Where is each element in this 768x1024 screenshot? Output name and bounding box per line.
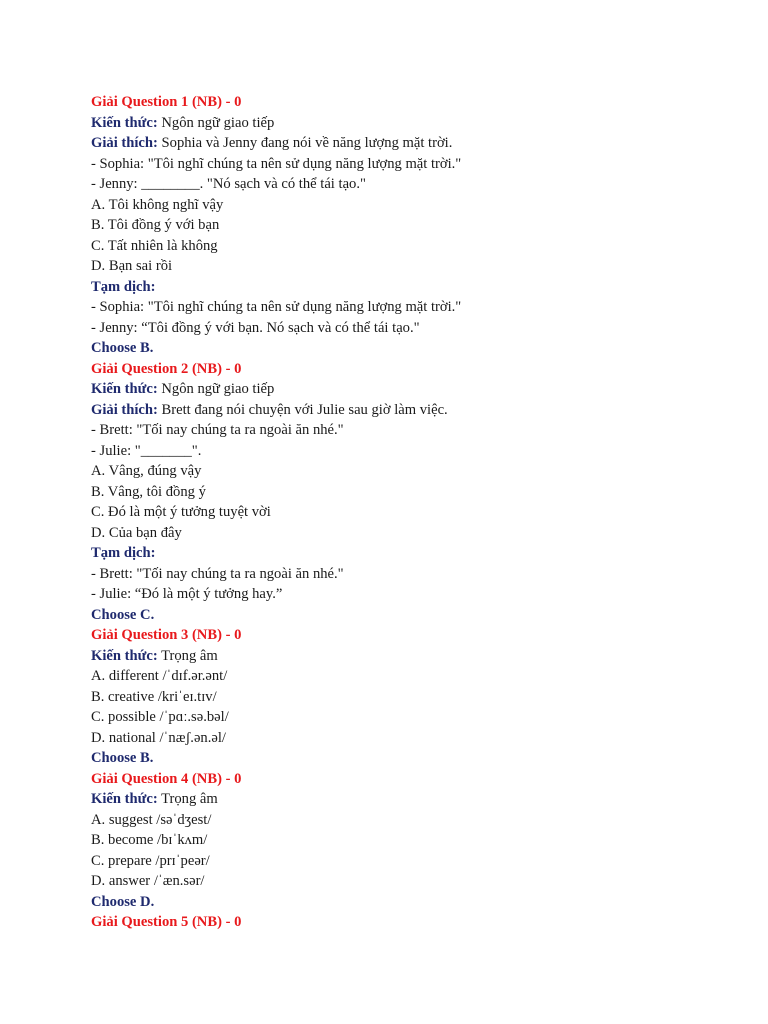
line-text: A. Tôi không nghĩ vậy (91, 196, 224, 213)
line-text: Trọng âm (157, 647, 218, 664)
document-line (91, 236, 731, 257)
line-label: Tạm dịch: (91, 545, 156, 561)
line-text: C. Đó là một ý tưởng tuyệt vời (91, 504, 271, 520)
document-line (91, 912, 731, 933)
document-line (91, 400, 731, 421)
document-line (91, 379, 731, 400)
line-text: D. Bạn sai rồi (91, 258, 173, 274)
document-line (91, 461, 731, 482)
line-text: Trọng âm (157, 791, 218, 807)
document-line (91, 133, 731, 154)
line-text: B. creative /kriˈeɪ.tɪv/ (91, 688, 217, 705)
document-line (91, 748, 731, 769)
line-label: Giải Question 5 (NB) - 0 (91, 914, 242, 930)
document-line (91, 892, 731, 913)
document-line (91, 482, 731, 503)
line-label: Choose B. (91, 340, 154, 356)
line-label: Choose D. (91, 893, 155, 910)
document-line (91, 605, 731, 626)
document-line (91, 543, 731, 564)
document-line (91, 420, 731, 441)
document-line (91, 502, 731, 523)
line-text: - Julie: "_______". (91, 442, 202, 459)
line-text: D. national /ˈnæʃ.ən.əl/ (91, 729, 226, 746)
line-text: - Jenny: ________. "Nó sạch và có thể tái tạo." (91, 176, 366, 192)
line-text: B. Vâng, tôi đồng ý (91, 483, 206, 500)
line-text: - Sophia: "Tôi nghĩ chúng ta nên sử dụng năng lượng mặt trời." (91, 155, 462, 172)
line-label: Tạm dịch: (91, 278, 156, 295)
line-label: Giải thích: (91, 135, 158, 151)
line-text: D. answer /ˈæn.sər/ (91, 873, 205, 889)
line-text: A. Vâng, đúng vậy (91, 463, 202, 479)
document-line (91, 174, 731, 195)
line-label: Kiến thức: (91, 791, 158, 807)
document-line (91, 441, 731, 462)
line-label: Kiến thức: (91, 647, 158, 664)
line-text: C. Tất nhiên là không (91, 237, 218, 254)
line-text: Sophia và Jenny đang nói về năng lượng mặt trời. (157, 135, 453, 151)
document-line (91, 646, 731, 667)
line-text: - Brett: "Tối nay chúng ta ra ngoài ăn nhé." (91, 565, 344, 582)
document-line (91, 687, 731, 708)
document-line (91, 584, 731, 605)
line-label: Giải thích: (91, 401, 158, 418)
line-text: - Sophia: "Tôi nghĩ chúng ta nên sử dụng năng lượng mặt trời." (91, 299, 462, 315)
document-line (91, 154, 731, 175)
line-label: Kiến thức: (91, 381, 158, 397)
document-body (91, 92, 731, 933)
line-text: C. possible /ˈpɑː.sə.bəl/ (91, 709, 229, 725)
document-line (91, 871, 731, 892)
line-label: Choose C. (91, 606, 155, 623)
line-text: A. suggest /səˈdʒest/ (91, 811, 212, 828)
document-line (91, 769, 731, 790)
line-text: C. prepare /prɪˈpeər/ (91, 852, 210, 869)
document-line (91, 359, 731, 380)
document-line (91, 523, 731, 544)
line-text: Brett đang nói chuyện với Julie sau giờ làm việc. (157, 401, 448, 418)
line-text: Ngôn ngữ giao tiếp (157, 114, 275, 131)
document-line (91, 707, 731, 728)
document-line (91, 215, 731, 236)
line-label: Giải Question 3 (NB) - 0 (91, 627, 242, 643)
document-line (91, 728, 731, 749)
line-text: - Julie: “Đó là một ý tưởng hay.” (91, 586, 283, 602)
line-label: Kiến thức: (91, 114, 158, 131)
document-line (91, 297, 731, 318)
document-line (91, 92, 731, 113)
line-label: Giải Question 1 (NB) - 0 (91, 94, 242, 110)
line-label: Giải Question 2 (NB) - 0 (91, 360, 242, 377)
document-line (91, 113, 731, 134)
line-text: B. Tôi đồng ý với bạn (91, 217, 220, 233)
document-line (91, 277, 731, 298)
document-line (91, 666, 731, 687)
document-line (91, 789, 731, 810)
document-line (91, 851, 731, 872)
document-line (91, 318, 731, 339)
document-line (91, 195, 731, 216)
document-line (91, 830, 731, 851)
document-line (91, 338, 731, 359)
document-line (91, 256, 731, 277)
line-text: B. become /bɪˈkʌm/ (91, 832, 208, 848)
line-label: Choose B. (91, 750, 154, 766)
line-text: Ngôn ngữ giao tiếp (157, 381, 275, 397)
line-text: - Brett: "Tối nay chúng ta ra ngoài ăn nhé." (91, 422, 344, 438)
line-text: D. Của bạn đây (91, 524, 182, 541)
line-text: - Jenny: “Tôi đồng ý với bạn. Nó sạch và có thể tái tạo." (91, 319, 420, 336)
line-text: A. different /ˈdɪf.ər.ənt/ (91, 668, 228, 684)
document-line (91, 625, 731, 646)
document-line (91, 564, 731, 585)
document-line (91, 810, 731, 831)
line-label: Giải Question 4 (NB) - 0 (91, 770, 242, 787)
